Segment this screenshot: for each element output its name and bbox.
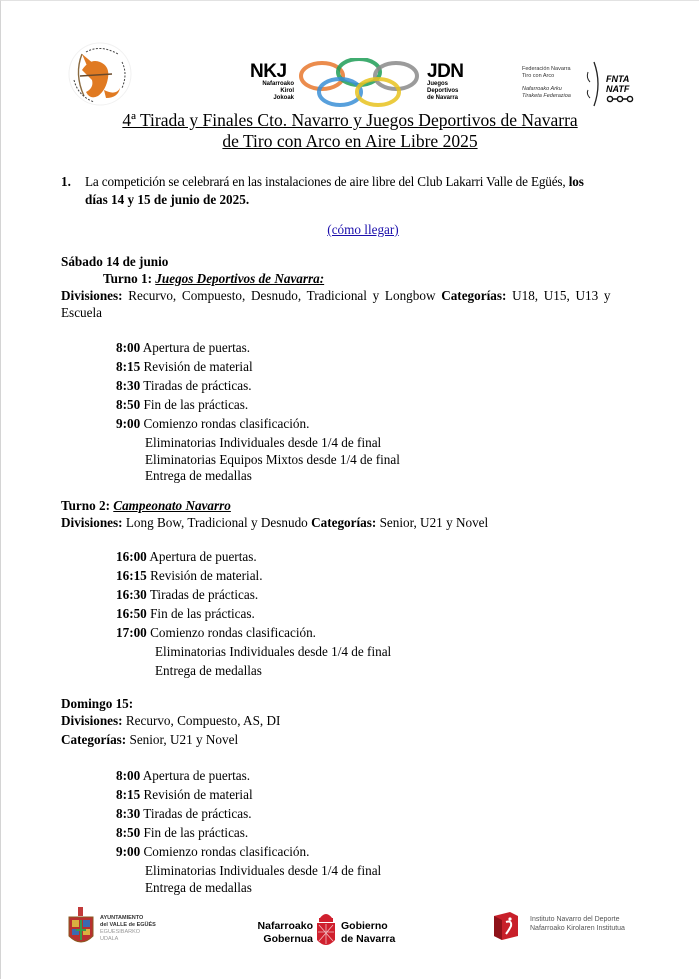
jdn-logo — [427, 63, 477, 107]
sunday-heading: Domingo 15: — [61, 696, 134, 711]
turno1-categories-label: Categorías: — [441, 288, 507, 303]
schedule-sub-item: Eliminatorias Individuales desde 1/4 de final — [145, 863, 382, 878]
jdn-line1: Juegos — [427, 81, 449, 87]
schedule-row — [116, 340, 250, 356]
schedule-row — [116, 549, 257, 565]
schedule-time: 8:00 — [116, 768, 141, 783]
schedule-text: Fin de las prácticas. — [143, 397, 249, 412]
schedule-time: 16:15 — [116, 568, 147, 583]
schedule-row — [116, 806, 252, 822]
jdn-line3: de Navarra — [427, 95, 459, 101]
club-lakarri-logo — [60, 40, 140, 108]
jdn-line2: Deportivos — [427, 88, 459, 94]
schedule-text: Comienzo rondas clasificación. — [143, 416, 310, 431]
schedule-text: Tiradas de prácticas. — [143, 806, 252, 821]
intro-dates: días 14 y 15 de junio de 2025. — [85, 192, 250, 207]
turno1-label: Turno 1: — [103, 271, 152, 286]
gobierno-left2: Gobernua — [263, 933, 313, 945]
schedule-time: 16:50 — [116, 606, 147, 621]
schedule-time: 9:00 — [116, 844, 141, 859]
schedule-row — [116, 587, 258, 603]
schedule-row — [116, 397, 248, 413]
turno1-categories-value: U18, U15, U13 y — [512, 288, 611, 303]
schedule-text: Comienzo rondas clasificación. — [143, 844, 310, 859]
turno1-divisions — [61, 288, 611, 304]
schedule-text: Fin de las prácticas. — [150, 606, 255, 621]
schedule-sub-item: Entrega de medallas — [145, 468, 252, 483]
intro-text — [85, 174, 584, 190]
nkj-logo — [250, 63, 300, 107]
ayuntamiento-line3: EGUESIBARKO — [100, 929, 141, 935]
intro-text-body: La competición se celebrará en las instalaciones de aire libre del Club Lakarri Valle de Egüés, — [85, 174, 566, 189]
directions-link[interactable]: (cómo llegar) — [327, 222, 399, 237]
schedule-row — [116, 787, 253, 803]
schedule-text: Tiradas de prácticas. — [149, 587, 259, 602]
schedule-time: 9:00 — [116, 416, 141, 431]
schedule-text: Fin de las prácticas. — [143, 825, 249, 840]
schedule-row — [116, 844, 309, 860]
sunday-divisions — [61, 713, 280, 729]
fnta-abbr2: NATF — [606, 84, 630, 94]
schedule-time: 17:00 — [116, 625, 147, 640]
directions-link-wrap — [0, 222, 700, 238]
schedule-time: 8:15 — [116, 359, 141, 374]
ayuntamiento-line1: AYUNTAMIENTO — [100, 915, 144, 921]
ayuntamiento-line2: del VALLE de EGÜÉS — [100, 922, 156, 928]
schedule-sub-item: Eliminatorias Equipos Mixtos desde 1/4 de final — [145, 451, 400, 467]
turno2-divisions — [61, 515, 488, 531]
nkj-line3: Jokoak — [273, 95, 294, 101]
sunday-divisions-label: Divisiones: — [61, 713, 123, 728]
jdn-abbr: JDN — [427, 61, 464, 82]
document-title-line1: 4ª Tirada y Finales Cto. Navarro y Juegos Deportivos de Navarra — [122, 110, 578, 130]
schedule-row — [116, 606, 255, 622]
ind-line1: Instituto Navarro del Deporte — [530, 916, 620, 923]
schedule-time: 8:50 — [116, 397, 141, 412]
schedule-text: Apertura de puertas. — [142, 340, 251, 355]
turno2-divisions-value: Long Bow, Tradicional y Desnudo — [125, 515, 308, 530]
fnta-line4: Tiraketa Federazioa — [522, 93, 571, 99]
sunday-divisions-value: Recurvo, Compuesto, AS, DI — [125, 713, 281, 728]
intro-number: 1. — [61, 174, 71, 189]
schedule-sub-item: Eliminatorias Individuales desde 1/4 de final — [155, 644, 392, 659]
schedule-row — [116, 825, 248, 841]
nkj-line1: Nafarroako — [262, 81, 294, 87]
ayuntamiento-line4: UDALA — [100, 936, 119, 942]
ind-line2: Nafarroako Kirolaren Institutua — [530, 925, 625, 932]
gobierno-right2: de Navarra — [341, 933, 396, 945]
nkj-abbr: NKJ — [250, 61, 287, 82]
schedule-row — [116, 416, 309, 432]
turno2-label: Turno 2: — [61, 498, 110, 513]
schedule-time: 8:30 — [116, 378, 141, 393]
navarra-shield-icon — [315, 910, 337, 950]
turno2-divisions-label: Divisiones: — [61, 515, 123, 530]
ind-cube-icon — [490, 910, 520, 940]
turno2-name: Campeonato Navarro — [113, 498, 231, 513]
sunday-categories-value: Senior, U21 y Novel — [129, 732, 239, 747]
schedule-row — [116, 625, 316, 641]
games-rings-logo — [298, 58, 420, 110]
schedule-time: 16:30 — [116, 587, 147, 602]
turno1-heading — [103, 271, 324, 287]
fnta-line2: Tiro con Arco — [522, 73, 555, 79]
schedule-time: 8:30 — [116, 806, 141, 821]
schedule-row — [116, 359, 253, 375]
gobierno-left1: Nafarroako — [257, 920, 313, 932]
fnta-line1: Federación Navarra — [522, 66, 571, 72]
document-title-line2: de Tiro con Arco en Aire Libre 2025 — [222, 131, 478, 151]
schedule-row — [116, 568, 263, 584]
schedule-time: 8:00 — [116, 340, 141, 355]
fnta-logo — [522, 60, 642, 108]
fnta-abbr1: FNTA — [606, 74, 630, 84]
fnta-line3: Nafarroako Arku — [522, 86, 562, 92]
schedule-sub-item: Eliminatorias Individuales desde 1/4 de final — [145, 435, 382, 450]
ind-logo — [490, 908, 670, 942]
schedule-text: Comienzo rondas clasificación. — [150, 625, 316, 640]
intro-text-bold-tail: los — [568, 174, 584, 189]
schedule-time: 16:00 — [116, 549, 147, 564]
schedule-row — [116, 768, 250, 784]
schedule-time: 8:15 — [116, 787, 141, 802]
schedule-text: Apertura de puertas. — [149, 549, 257, 564]
schedule-text: Revisión de material — [143, 359, 253, 374]
turno1-name: Juegos Deportivos de Navarra: — [155, 271, 325, 286]
turno1-divisions-value: Recurvo, Compuesto, Desnudo, Tradicional y Longbow — [128, 288, 436, 303]
rings-icon — [298, 58, 420, 110]
turno2-categories-label: Categorías: — [311, 515, 377, 530]
schedule-text: Apertura de puertas. — [142, 768, 251, 783]
arrow-chain-icon — [606, 95, 634, 103]
schedule-sub-item: Entrega de medallas — [145, 880, 252, 895]
turno2-categories-value: Senior, U21 y Novel — [379, 515, 489, 530]
turno2-heading — [61, 498, 231, 514]
schedule-row — [116, 378, 252, 394]
archer-silhouette-icon — [584, 60, 606, 108]
schedule-sub-item: Entrega de medallas — [155, 663, 262, 678]
sunday-categories — [61, 732, 238, 748]
coat-of-arms-icon — [66, 906, 96, 948]
nkj-line2: Kirol — [280, 88, 294, 94]
turno1-categories-cont: Escuela — [61, 305, 103, 320]
sunday-categories-label: Categorías: — [61, 732, 127, 747]
schedule-text: Revisión de material. — [150, 568, 263, 583]
gobierno-navarra-logo — [246, 910, 411, 950]
saturday-heading: Sábado 14 de junio — [61, 254, 169, 269]
ayuntamiento-logo — [66, 906, 176, 948]
gobierno-right1: Gobierno — [341, 920, 388, 932]
schedule-time: 8:50 — [116, 825, 141, 840]
schedule-text: Revisión de material — [143, 787, 253, 802]
turno1-divisions-label: Divisiones: — [61, 288, 123, 303]
schedule-text: Tiradas de prácticas. — [143, 378, 252, 393]
fox-archer-logo-icon — [60, 40, 140, 108]
